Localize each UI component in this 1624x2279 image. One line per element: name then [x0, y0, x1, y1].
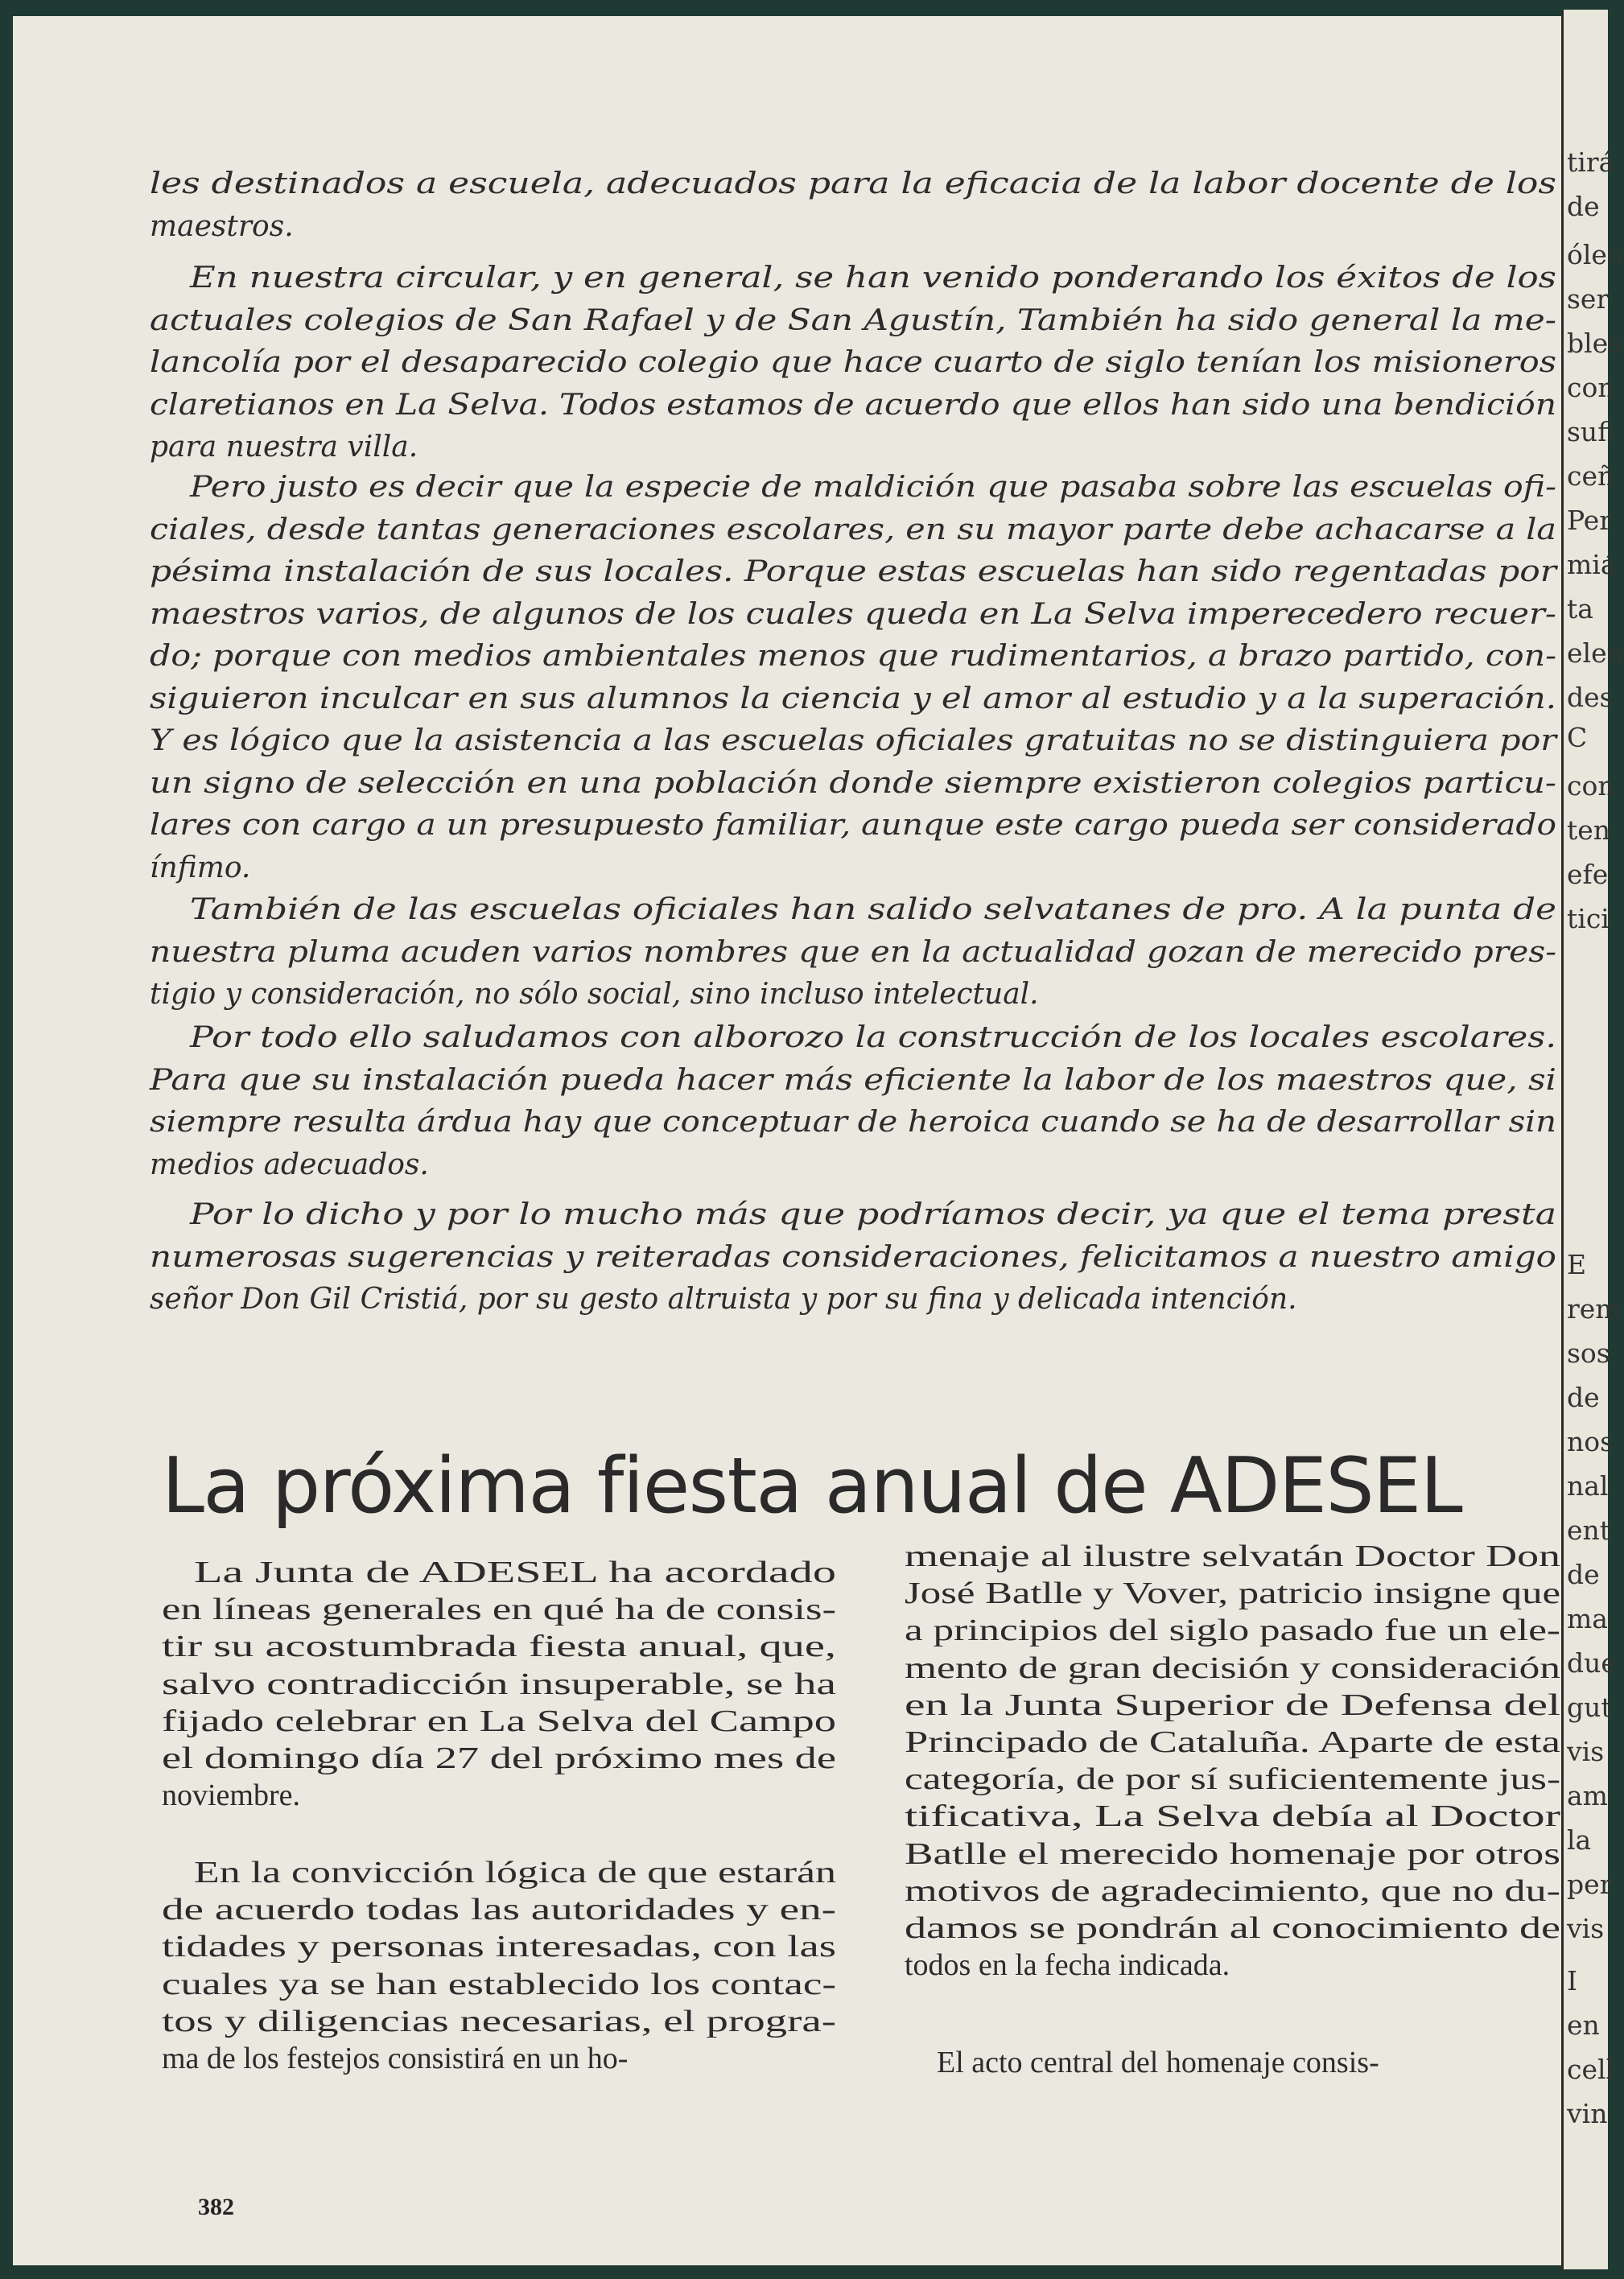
adjacent-page-fragment: E — [1567, 1249, 1587, 1280]
adjacent-page-fragment: en — [1567, 2009, 1600, 2041]
adjacent-page-fragment: C — [1567, 722, 1588, 753]
text-line: La Junta de ADESEL ha acordado — [194, 1556, 836, 1589]
text-line: tificativa, La Selva debía al Doctor — [905, 1799, 1560, 1834]
adjacent-page-fragment: bles — [1567, 328, 1622, 359]
text-line: en líneas generales en qué ha de consis- — [162, 1593, 836, 1627]
text-line: señor Don Gil Cristiá, por su gesto altruista y por su fina y delicada intención. — [150, 1283, 1297, 1316]
adjacent-page-fragment: vis — [1567, 1736, 1605, 1767]
text-line: El acto central del homenaje consis- — [937, 2046, 1379, 2079]
text-line: Batlle el merecido homenaje por otros — [905, 1836, 1560, 1871]
adjacent-page-fragment: ceñ — [1567, 460, 1615, 492]
text-line: lancolía por el desaparecido colegio que hace cuarto de siglo tenían los misioneros — [150, 346, 1556, 379]
adjacent-page-edge — [1561, 10, 1624, 2269]
adjacent-page-fragment: vis — [1567, 1913, 1605, 1944]
text-line: pésima instalación de sus locales. Porque estas escuelas han sido regentadas por — [150, 555, 1556, 588]
text-line: tir su acostumbrada fiesta anual, que, — [162, 1630, 836, 1664]
text-line: salvo contradicción insuperable, se ha — [162, 1667, 836, 1701]
text-line: maestros. — [150, 209, 294, 243]
adjacent-page-fragment: vin — [1567, 2098, 1608, 2129]
magazine-page — [13, 16, 1561, 2265]
adjacent-page-fragment: miá — [1567, 549, 1617, 580]
text-line: Principado de Cataluña. Aparte de esta — [905, 1725, 1560, 1759]
adjacent-page-fragment: nos — [1567, 1426, 1614, 1457]
text-line: damos se pondrán al conocimiento de — [905, 1911, 1560, 1945]
adjacent-page-fragment: des — [1567, 682, 1614, 713]
text-line: numerosas sugerencias y reiteradas consideraciones, felicitamos a nuestro amigo — [150, 1240, 1557, 1274]
text-line: tidades y personas interesadas, con las — [162, 1930, 836, 1964]
adjacent-page-fragment: ent — [1567, 1515, 1611, 1546]
adjacent-page-fragment: Per — [1567, 505, 1613, 536]
adjacent-page-fragment: nal — [1567, 1470, 1609, 1502]
text-line: Para que su instalación pueda hacer más eficiente la labor de los maestros que, si — [150, 1063, 1556, 1097]
text-line: lares con cargo a un presupuesto familiar, aunque este cargo pueda ser considerado — [150, 809, 1556, 842]
text-line: ínfimo. — [150, 851, 251, 884]
text-line: Por lo dicho y por lo mucho más que podríamos decir, ya que el tema presta — [190, 1198, 1556, 1231]
adjacent-page-fragment: sufi — [1567, 416, 1616, 447]
text-line: José Batlle y Vover, patricio insigne que — [905, 1576, 1560, 1611]
adjacent-page-fragment: ta — [1567, 593, 1593, 624]
adjacent-page-fragment: la — [1567, 1824, 1592, 1856]
adjacent-page-fragment: gut — [1567, 1692, 1612, 1723]
text-line: ma de los festejos consistirá en un ho- — [162, 2042, 629, 2075]
adjacent-page-fragment: ser — [1567, 283, 1610, 315]
text-line: en la Junta Superior de Defensa del — [905, 1688, 1560, 1722]
text-line: todos en la fecha indicada. — [905, 1948, 1230, 1983]
text-line: claretianos en La Selva. Todos estamos de acuerdo que ellos han sido una bendición — [150, 388, 1557, 422]
text-line: Pero justo es decir que la especie de maldición que pasaba sobre las escuelas ofi- — [190, 471, 1556, 504]
adjacent-page-fragment: óleo — [1567, 239, 1623, 270]
text-line: En nuestra circular, y en general, se han venido ponderando los éxitos de los — [190, 262, 1556, 295]
text-line: En la convicción lógica de que estarán — [194, 1856, 836, 1890]
adjacent-page-fragment: de — [1567, 191, 1600, 222]
text-line: do; porque con medios ambientales menos que rudimentarios, a brazo partido, con- — [150, 640, 1556, 673]
adjacent-page-fragment: ten — [1567, 814, 1611, 846]
text-line: categoría, de por sí suficientemente jus- — [905, 1762, 1560, 1797]
text-line: tos y diligencias necesarias, el progra- — [162, 2004, 836, 2038]
text-line: les destinados a escuela, adecuados para la eficacia de la labor docente de los — [150, 167, 1557, 200]
article-headline: La próxima fiesta anual de ADESEL — [162, 1442, 1462, 1531]
text-line: motivos de agradecimiento, que no du- — [905, 1873, 1560, 1908]
text-line: mento de gran decisión y consideración — [905, 1651, 1560, 1685]
adjacent-page-fragment: ma — [1567, 1603, 1608, 1634]
text-line: de acuerdo todas las autoridades y en- — [162, 1893, 836, 1927]
text-line: un signo de selección en una población donde siempre existieron colegios particu- — [150, 766, 1556, 800]
text-line: También de las escuelas oficiales han salido selvatanes de pro. A la punta de — [190, 893, 1556, 926]
adjacent-page-fragment: con — [1567, 372, 1615, 403]
text-line: siempre resulta árdua hay que conceptuar de heroica cuando se ha de desarrollar sin — [150, 1106, 1556, 1139]
text-line: menaje al ilustre selvatán Doctor Don — [905, 1539, 1560, 1573]
adjacent-page-fragment: con — [1567, 770, 1615, 802]
text-line: maestros varios, de algunos de los cuales queda en La Selva imperecedero recuer- — [150, 597, 1556, 631]
adjacent-page-fragment: elen — [1567, 637, 1624, 669]
text-line: para nuestra villa. — [150, 431, 418, 464]
adjacent-page-fragment: de — [1567, 1559, 1600, 1590]
adjacent-page-fragment: rem — [1567, 1293, 1621, 1325]
adjacent-page-fragment: per — [1567, 1869, 1613, 1900]
text-line: fijado celebrar en La Selva del Campo — [162, 1704, 836, 1738]
adjacent-page-fragment: sos — [1567, 1337, 1610, 1369]
text-line: siguieron inculcar en sus alumnos la ciencia y el amor al estudio y a la superación. — [150, 682, 1556, 715]
adjacent-page-fragment: due — [1567, 1647, 1617, 1679]
text-line: cuales ya se han establecido los contac- — [162, 1967, 836, 2001]
text-line: medios adecuados. — [150, 1148, 429, 1181]
text-line: el domingo día 27 del próximo mes de — [162, 1741, 836, 1775]
adjacent-page-fragment: efe — [1567, 859, 1609, 890]
adjacent-page-fragment: I — [1567, 1965, 1578, 1997]
adjacent-page-fragment: am — [1567, 1780, 1608, 1811]
text-line: Y es lógico que la asistencia a las escuelas oficiales gratuitas no se distinguiera por — [150, 724, 1556, 757]
text-line: ciales, desde tantas generaciones escolares, en su mayor parte debe achacarse a la — [150, 513, 1556, 546]
page-number: 382 — [198, 2194, 234, 2220]
adjacent-page-fragment: tirá — [1567, 146, 1615, 178]
text-line: a principios del siglo pasado fue un ele- — [905, 1613, 1560, 1648]
adjacent-page-fragment: de — [1567, 1382, 1600, 1413]
adjacent-page-fragment: cell — [1567, 2054, 1615, 2085]
text-line: tigio y consideración, no sólo social, sino incluso intelectual. — [150, 978, 1039, 1011]
text-line: nuestra pluma acuden varios nombres que en la actualidad gozan de merecido pres- — [150, 935, 1556, 969]
text-line: noviembre. — [162, 1778, 301, 1813]
adjacent-page-fragment: tici — [1567, 903, 1610, 934]
text-line: actuales colegios de San Rafael y de San Agustín, También ha sido general la me- — [150, 303, 1556, 337]
text-line: Por todo ello saludamos con alborozo la construcción de los locales escolares. — [190, 1021, 1556, 1054]
